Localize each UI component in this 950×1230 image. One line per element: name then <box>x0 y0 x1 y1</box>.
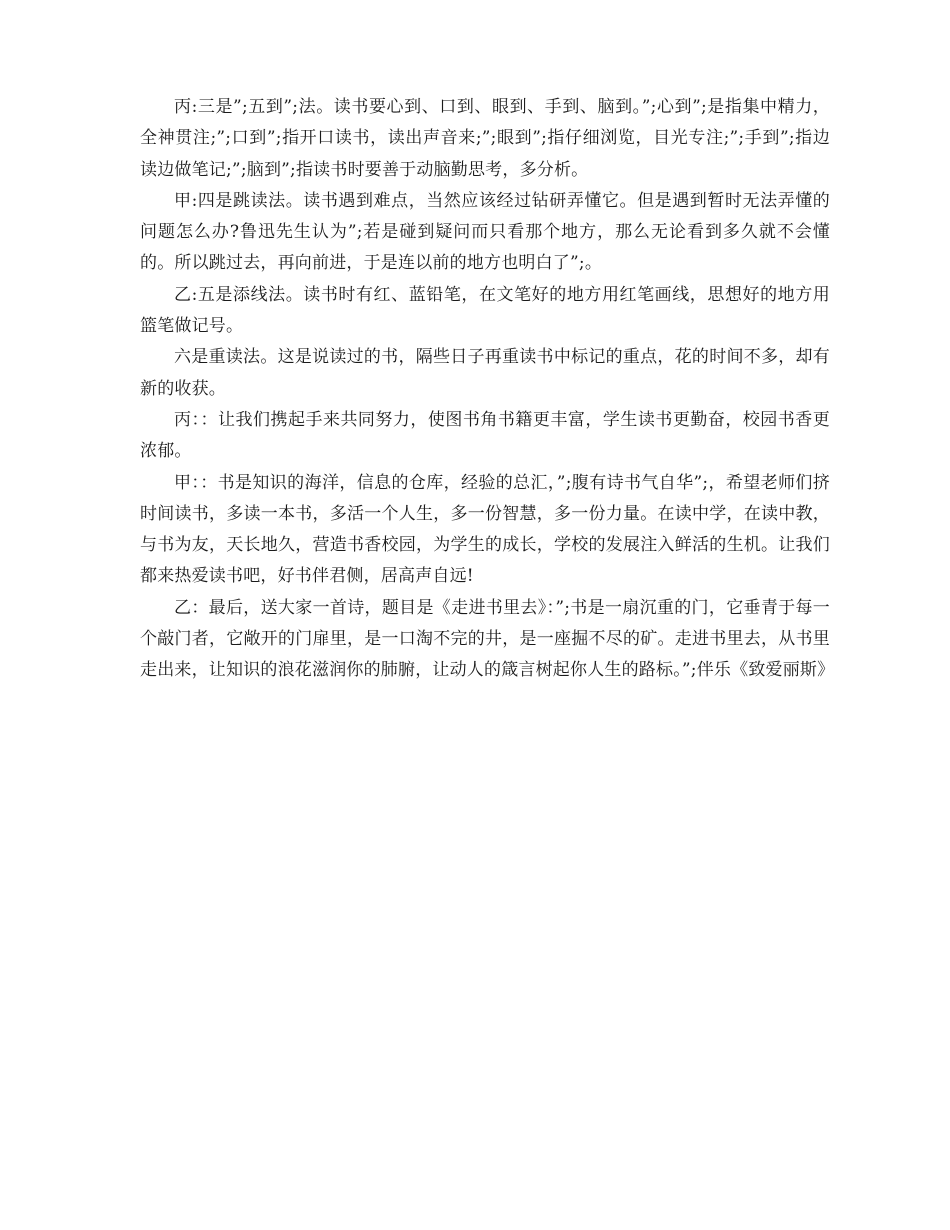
paragraph-method-skip-reading: 甲:四是跳读法。读书遇到难点，当然应该经过钻研弄懂它。但是遇到暂时无法弄懂的问题怎么办?鲁迅先生认为”;若是碰到疑问而只看那个地方，那么无论看到多久就不会懂的。所以跳过去，再向前进，于是连以前的地方也明白了”;。 <box>140 190 830 274</box>
paragraph-method-five-to: 丙:三是”;五到”;法。读书要心到、口到、眼到、手到、脑到。”;心到”;是指集中精力，全神贯注;”;口到”;指开口读书，读出声音来;”;眼到”;指仔细浏览，目光专注;”;手到”;指边读边做笔记;”;脑到”;指读书时要善于动脑勤思考，多分析。 <box>140 97 830 180</box>
paragraph-method-reread: 六是重读法。这是说读过的书，隔些日子再重读书中标记的重点，花的时间不多，却有新的收获。 <box>140 347 830 399</box>
paragraph-teachers-reading: 甲：：书是知识的海洋，信息的仓库，经验的总汇，”;腹有诗书气自华”;，希望老师们挤时间读书，多读一本书，多活一个人生，多一份智慧，多一份力量。在读中学，在读中教，与书为友，天长地久，营造书香校园，为学生的成长，学校的发展注入鲜活的生机。让我们都来热爱读书吧，好书伴君侧，居高声自远! <box>140 472 830 587</box>
paragraph-call-to-action: 丙：：让我们携起手来共同努力，使图书角书籍更丰富，学生读书更勤奋，校园书香更浓郁。 <box>140 409 830 462</box>
document-body <box>140 92 835 687</box>
paragraph-closing-poem: 乙：最后，送大家一首诗，题目是《走进书里去》：”;书是一扇沉重的门，它垂青于每一个敲门者，它敞开的门扉里，是一口淘不完的井，是一座掘不尽的矿。走进书里去，从书里走出来，让知识的浪花滋润你的肺腑，让动人的箴言树起你人生的路标。”;伴乐《致爱丽斯》 <box>140 597 835 681</box>
paragraph-method-underline: 乙:五是添线法。读书时有红、蓝铅笔，在文笔好的地方用红笔画线，思想好的地方用篮笔做记号。 <box>140 284 830 337</box>
